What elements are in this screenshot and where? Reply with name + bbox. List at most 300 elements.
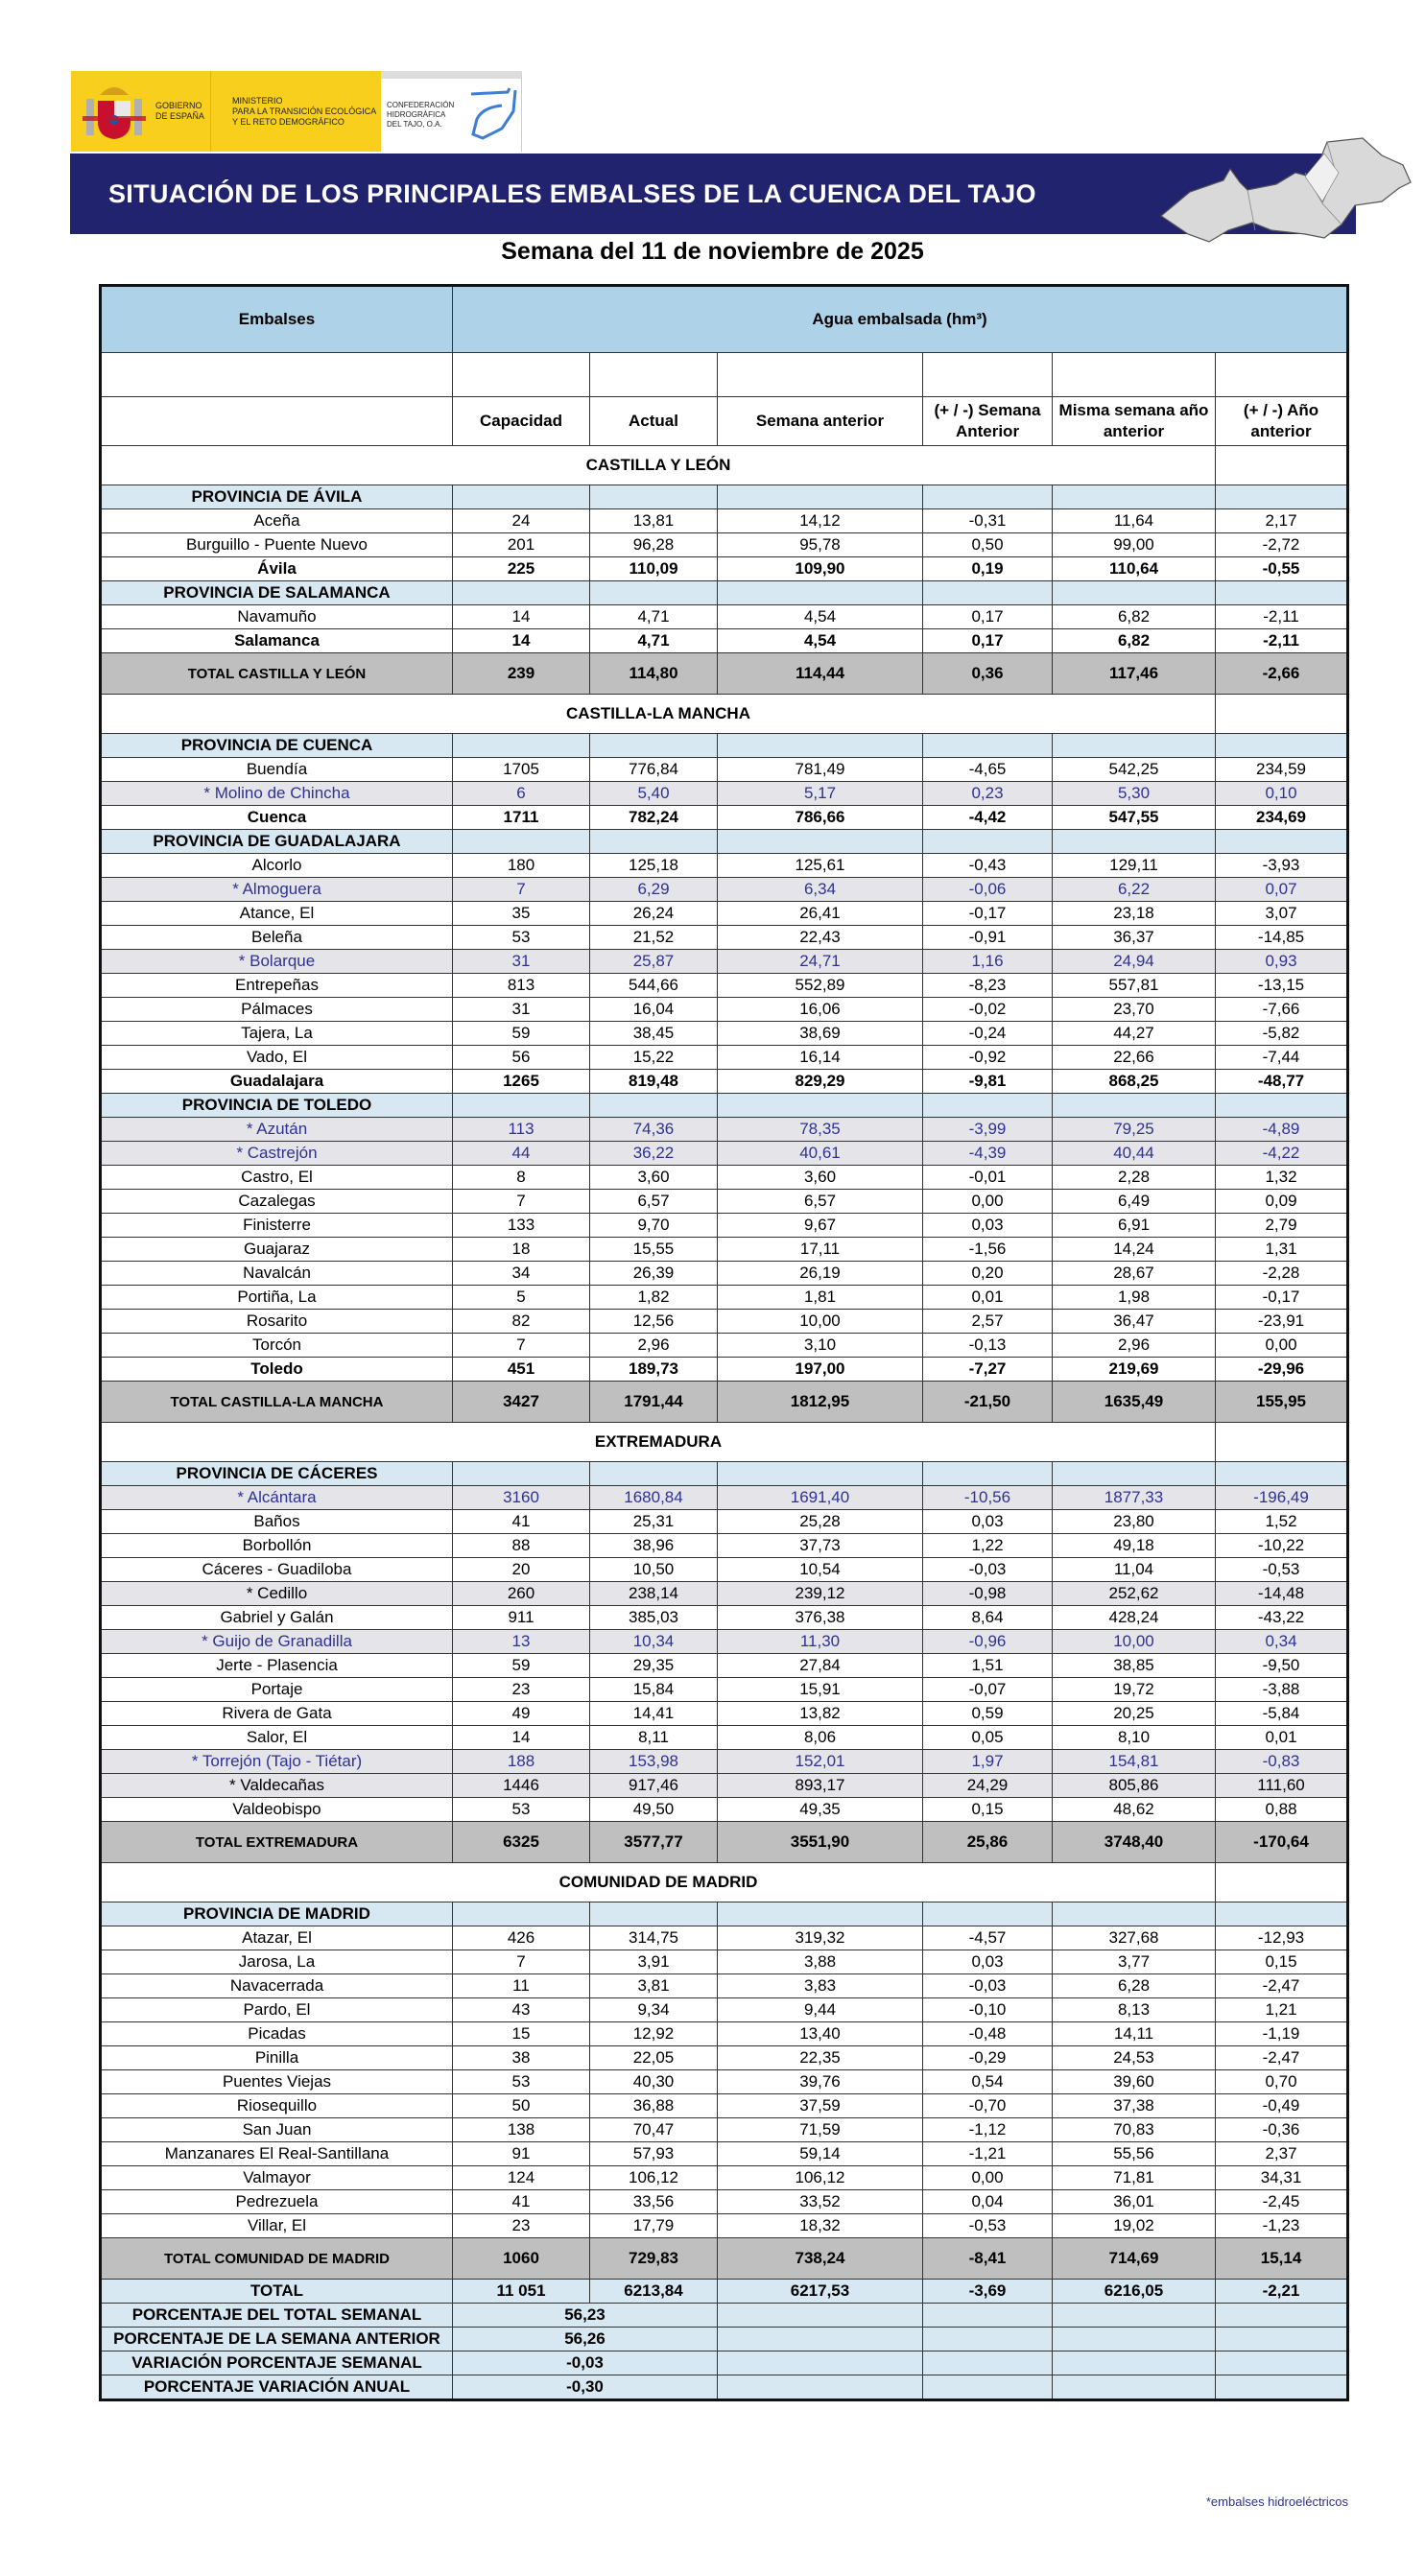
reservoir-name: Pinilla xyxy=(101,2046,453,2070)
value-misma-semana: 3,77 xyxy=(1053,1950,1216,1974)
province-name: PROVINCIA DE CÁCERES xyxy=(101,1462,453,1486)
value-misma-semana: 14,11 xyxy=(1053,2022,1216,2046)
value-semana-anterior: 39,76 xyxy=(718,2070,923,2094)
value-semana-anterior: 3551,90 xyxy=(718,1822,923,1863)
value-misma-semana: 23,70 xyxy=(1053,998,1216,1022)
value-actual: 25,31 xyxy=(590,1510,718,1534)
region-total-row xyxy=(101,653,1348,695)
gov-line1: GOBIERNO xyxy=(155,101,202,110)
value-capacidad: 53 xyxy=(453,2070,590,2094)
reservoir-name: * Guijo de Granadilla xyxy=(101,1630,453,1654)
province-name: PROVINCIA DE GUADALAJARA xyxy=(101,830,453,854)
blank-cell xyxy=(718,1462,923,1486)
value-capacidad: 23 xyxy=(453,1678,590,1702)
value-capacidad: 41 xyxy=(453,1510,590,1534)
percentage-row xyxy=(101,2328,1348,2351)
value-diff-ano: -12,93 xyxy=(1216,1926,1348,1950)
blank-cell xyxy=(923,2328,1053,2351)
percentage-row xyxy=(101,2375,1348,2400)
reservoir-row xyxy=(101,998,1348,1022)
col-semana-anterior: Semana anterior xyxy=(718,397,923,446)
percentage-label: PORCENTAJE DEL TOTAL SEMANAL xyxy=(101,2304,453,2328)
value-actual: 2,96 xyxy=(590,1334,718,1358)
value-diff-ano: -1,19 xyxy=(1216,2022,1348,2046)
reservoir-row xyxy=(101,2118,1348,2142)
percentage-value: 56,23 xyxy=(453,2304,718,2328)
value-actual: 5,40 xyxy=(590,782,718,806)
value-semana-anterior: 40,61 xyxy=(718,1142,923,1166)
hydro-reservoir-row xyxy=(101,1142,1348,1166)
value-actual: 36,88 xyxy=(590,2094,718,2118)
value-diff-semana: -0,48 xyxy=(923,2022,1053,2046)
value-capacidad: 34 xyxy=(453,1262,590,1286)
value-semana-anterior: 10,54 xyxy=(718,1558,923,1582)
value-capacidad: 50 xyxy=(453,2094,590,2118)
value-actual: 10,34 xyxy=(590,1630,718,1654)
value-actual: 70,47 xyxy=(590,2118,718,2142)
reservoir-row xyxy=(101,758,1348,782)
ministry-line3: Y EL RETO DEMOGRÁFICO xyxy=(232,116,344,127)
value-misma-semana: 36,01 xyxy=(1053,2190,1216,2214)
region-total-row xyxy=(101,1382,1348,1423)
value-capacidad: 23 xyxy=(453,2214,590,2238)
value-diff-ano: -2,11 xyxy=(1216,605,1348,629)
value-misma-semana: 8,13 xyxy=(1053,1998,1216,2022)
value-capacidad: 426 xyxy=(453,1926,590,1950)
value-actual: 74,36 xyxy=(590,1118,718,1142)
value-actual: 49,50 xyxy=(590,1798,718,1822)
value-capacidad: 133 xyxy=(453,1214,590,1238)
chtajo-emblem-icon xyxy=(463,86,521,144)
reservoir-row xyxy=(101,2142,1348,2166)
value-actual: 40,30 xyxy=(590,2070,718,2094)
value-semana-anterior: 197,00 xyxy=(718,1358,923,1382)
value-diff-semana: -3,99 xyxy=(923,1118,1053,1142)
blank-cell xyxy=(1216,2351,1348,2375)
value-misma-semana: 1877,33 xyxy=(1053,1486,1216,1510)
value-capacidad: 225 xyxy=(453,557,590,581)
value-actual: 189,73 xyxy=(590,1358,718,1382)
value-diff-ano: -170,64 xyxy=(1216,1822,1348,1863)
value-misma-semana: 805,86 xyxy=(1053,1774,1216,1798)
value-diff-ano: -0,53 xyxy=(1216,1558,1348,1582)
reservoir-name: Salamanca xyxy=(101,629,453,653)
blank-cell xyxy=(1216,695,1348,734)
value-semana-anterior: 152,01 xyxy=(718,1750,923,1774)
percentage-row xyxy=(101,2304,1348,2328)
chtajo-line1: CONFEDERACIÓN xyxy=(387,101,455,109)
reservoir-name: Riosequillo xyxy=(101,2094,453,2118)
value-actual: 22,05 xyxy=(590,2046,718,2070)
blank-cell xyxy=(453,830,590,854)
reservoir-name: Cáceres - Guadiloba xyxy=(101,1558,453,1582)
value-diff-semana: -4,42 xyxy=(923,806,1053,830)
value-semana-anterior: 552,89 xyxy=(718,974,923,998)
value-actual: 776,84 xyxy=(590,758,718,782)
reservoir-row xyxy=(101,1678,1348,1702)
value-diff-semana: 0,00 xyxy=(923,2166,1053,2190)
value-semana-anterior: 13,82 xyxy=(718,1702,923,1726)
value-misma-semana: 868,25 xyxy=(1053,1070,1216,1094)
region-header-row xyxy=(101,1863,1348,1902)
hydro-reservoir-row xyxy=(101,878,1348,902)
reservoir-row xyxy=(101,1262,1348,1286)
value-misma-semana: 44,27 xyxy=(1053,1022,1216,1046)
value-capacidad: 911 xyxy=(453,1606,590,1630)
reservoir-row xyxy=(101,1702,1348,1726)
value-semana-anterior: 16,06 xyxy=(718,998,923,1022)
blank-cell xyxy=(1053,485,1216,509)
province-subtotal-row xyxy=(101,806,1348,830)
value-actual: 15,22 xyxy=(590,1046,718,1070)
value-actual: 29,35 xyxy=(590,1654,718,1678)
reservoir-name: Rivera de Gata xyxy=(101,1702,453,1726)
blank-cell xyxy=(923,830,1053,854)
hydro-reservoir-row xyxy=(101,1486,1348,1510)
blank-cell xyxy=(1216,1863,1348,1902)
value-diff-semana: -0,98 xyxy=(923,1582,1053,1606)
value-misma-semana: 1635,49 xyxy=(1053,1382,1216,1423)
value-semana-anterior: 78,35 xyxy=(718,1118,923,1142)
blank-cell xyxy=(718,2351,923,2375)
value-semana-anterior: 13,40 xyxy=(718,2022,923,2046)
value-capacidad: 3160 xyxy=(453,1486,590,1510)
blank-cell xyxy=(1216,2304,1348,2328)
value-diff-ano: 234,59 xyxy=(1216,758,1348,782)
value-diff-ano: -3,93 xyxy=(1216,854,1348,878)
blank-cell xyxy=(718,2328,923,2351)
value-semana-anterior: 49,35 xyxy=(718,1798,923,1822)
value-misma-semana: 10,00 xyxy=(1053,1630,1216,1654)
value-diff-semana: -0,29 xyxy=(923,2046,1053,2070)
value-capacidad: 201 xyxy=(453,533,590,557)
value-diff-semana: 1,22 xyxy=(923,1534,1053,1558)
blank-cell xyxy=(923,581,1053,605)
reservoir-name: TOTAL COMUNIDAD DE MADRID xyxy=(101,2238,453,2280)
value-diff-semana: -0,07 xyxy=(923,1678,1053,1702)
reservoir-name: Navacerrada xyxy=(101,1974,453,1998)
region-name: CASTILLA Y LEÓN xyxy=(101,446,1216,485)
blank-cell xyxy=(718,830,923,854)
value-misma-semana: 36,47 xyxy=(1053,1310,1216,1334)
value-diff-semana: -0,91 xyxy=(923,926,1053,950)
hydro-reservoir-row xyxy=(101,1118,1348,1142)
value-diff-semana: -0,70 xyxy=(923,2094,1053,2118)
value-misma-semana: 3748,40 xyxy=(1053,1822,1216,1863)
value-semana-anterior: 6,34 xyxy=(718,878,923,902)
value-actual: 16,04 xyxy=(590,998,718,1022)
value-diff-ano: -10,22 xyxy=(1216,1534,1348,1558)
value-semana-anterior: 893,17 xyxy=(718,1774,923,1798)
value-capacidad: 31 xyxy=(453,950,590,974)
value-misma-semana: 6,82 xyxy=(1053,629,1216,653)
region-header-row xyxy=(101,695,1348,734)
value-diff-semana: -0,03 xyxy=(923,1558,1053,1582)
value-diff-ano: -2,66 xyxy=(1216,653,1348,695)
reservoir-row xyxy=(101,1166,1348,1190)
value-semana-anterior: 9,67 xyxy=(718,1214,923,1238)
value-capacidad: 88 xyxy=(453,1534,590,1558)
value-diff-semana: 0,23 xyxy=(923,782,1053,806)
value-diff-semana: 0,03 xyxy=(923,1510,1053,1534)
value-misma-semana: 428,24 xyxy=(1053,1606,1216,1630)
value-capacidad: 59 xyxy=(453,1022,590,1046)
value-capacidad: 3427 xyxy=(453,1382,590,1423)
reservoir-name: Cazalegas xyxy=(101,1190,453,1214)
value-misma-semana: 154,81 xyxy=(1053,1750,1216,1774)
value-actual: 125,18 xyxy=(590,854,718,878)
value-capacidad: 14 xyxy=(453,605,590,629)
province-subtotal-row xyxy=(101,557,1348,581)
reservoir-name: Guajaraz xyxy=(101,1238,453,1262)
value-actual: 15,55 xyxy=(590,1238,718,1262)
reservoir-name: * Castrejón xyxy=(101,1142,453,1166)
week-subtitle: Semana del 11 de noviembre de 2025 xyxy=(501,238,924,265)
blank-cell xyxy=(1053,2304,1216,2328)
value-diff-semana: -10,56 xyxy=(923,1486,1053,1510)
blank-cell xyxy=(1216,2328,1348,2351)
value-semana-anterior: 6,57 xyxy=(718,1190,923,1214)
value-misma-semana: 11,64 xyxy=(1053,509,1216,533)
value-actual: 3577,77 xyxy=(590,1822,718,1863)
reservoir-name: Guadalajara xyxy=(101,1070,453,1094)
value-diff-semana: 0,03 xyxy=(923,1214,1053,1238)
value-semana-anterior: 15,91 xyxy=(718,1678,923,1702)
tajo-basin-map-icon xyxy=(1152,134,1425,254)
blank-cell xyxy=(590,830,718,854)
value-actual: 782,24 xyxy=(590,806,718,830)
value-diff-semana: 0,03 xyxy=(923,1950,1053,1974)
value-diff-ano: -2,11 xyxy=(1216,629,1348,653)
blank-cell xyxy=(923,1094,1053,1118)
percentage-value: 56,26 xyxy=(453,2328,718,2351)
reservoir-name: Valmayor xyxy=(101,2166,453,2190)
blank-cell xyxy=(1053,1094,1216,1118)
value-actual: 819,48 xyxy=(590,1070,718,1094)
value-capacidad: 11 051 xyxy=(453,2280,590,2304)
value-misma-semana: 38,85 xyxy=(1053,1654,1216,1678)
blank-cell xyxy=(590,1462,718,1486)
reservoir-row xyxy=(101,1998,1348,2022)
value-capacidad: 14 xyxy=(453,629,590,653)
value-diff-ano: 0,70 xyxy=(1216,2070,1348,2094)
value-misma-semana: 6,91 xyxy=(1053,1214,1216,1238)
value-diff-semana: -0,31 xyxy=(923,509,1053,533)
blank-cell xyxy=(718,485,923,509)
col-diff-ano: (+ / -) Año anterior xyxy=(1216,397,1348,446)
value-semana-anterior: 37,59 xyxy=(718,2094,923,2118)
province-name: PROVINCIA DE MADRID xyxy=(101,1902,453,1926)
value-diff-semana: 24,29 xyxy=(923,1774,1053,1798)
value-actual: 917,46 xyxy=(590,1774,718,1798)
value-actual: 21,52 xyxy=(590,926,718,950)
value-actual: 9,70 xyxy=(590,1214,718,1238)
value-misma-semana: 2,28 xyxy=(1053,1166,1216,1190)
value-actual: 38,96 xyxy=(590,1534,718,1558)
value-semana-anterior: 8,06 xyxy=(718,1726,923,1750)
value-misma-semana: 24,94 xyxy=(1053,950,1216,974)
reservoir-name: TOTAL xyxy=(101,2280,453,2304)
value-diff-semana: -0,02 xyxy=(923,998,1053,1022)
value-actual: 3,81 xyxy=(590,1974,718,1998)
value-diff-ano: -0,55 xyxy=(1216,557,1348,581)
value-misma-semana: 99,00 xyxy=(1053,533,1216,557)
value-capacidad: 138 xyxy=(453,2118,590,2142)
value-actual: 729,83 xyxy=(590,2238,718,2280)
value-capacidad: 59 xyxy=(453,1654,590,1678)
region-total-row xyxy=(101,2238,1348,2280)
value-actual: 13,81 xyxy=(590,509,718,533)
ministry-text xyxy=(232,96,376,128)
value-semana-anterior: 239,12 xyxy=(718,1582,923,1606)
value-diff-semana: 0,59 xyxy=(923,1702,1053,1726)
blank-cell xyxy=(101,353,453,397)
province-header-row xyxy=(101,485,1348,509)
reservoir-name: Atance, El xyxy=(101,902,453,926)
reservoir-row xyxy=(101,1046,1348,1070)
reservoir-name: Toledo xyxy=(101,1358,453,1382)
value-semana-anterior: 38,69 xyxy=(718,1022,923,1046)
value-misma-semana: 14,24 xyxy=(1053,1238,1216,1262)
value-misma-semana: 327,68 xyxy=(1053,1926,1216,1950)
value-diff-semana: -0,43 xyxy=(923,854,1053,878)
value-capacidad: 1705 xyxy=(453,758,590,782)
value-misma-semana: 28,67 xyxy=(1053,1262,1216,1286)
hydro-reservoir-row xyxy=(101,782,1348,806)
value-diff-ano: 0,34 xyxy=(1216,1630,1348,1654)
value-capacidad: 124 xyxy=(453,2166,590,2190)
reservoir-row xyxy=(101,1926,1348,1950)
reservoir-name: TOTAL CASTILLA Y LEÓN xyxy=(101,653,453,695)
blank-cell xyxy=(590,485,718,509)
reservoir-row xyxy=(101,1310,1348,1334)
blank-cell xyxy=(1216,1094,1348,1118)
reservoir-name: Aceña xyxy=(101,509,453,533)
hydro-reservoir-row xyxy=(101,1774,1348,1798)
value-diff-ano: 0,15 xyxy=(1216,1950,1348,1974)
reservoir-name: * Valdecañas xyxy=(101,1774,453,1798)
value-semana-anterior: 27,84 xyxy=(718,1654,923,1678)
reservoir-row xyxy=(101,2022,1348,2046)
value-actual: 385,03 xyxy=(590,1606,718,1630)
reservoir-name: Buendía xyxy=(101,758,453,782)
reservoir-name: Jarosa, La xyxy=(101,1950,453,1974)
value-actual: 4,71 xyxy=(590,605,718,629)
blank-cell xyxy=(1053,353,1216,397)
value-misma-semana: 110,64 xyxy=(1053,557,1216,581)
reservoir-row xyxy=(101,1022,1348,1046)
blank-cell xyxy=(1053,2351,1216,2375)
value-capacidad: 1060 xyxy=(453,2238,590,2280)
reservoir-name: Picadas xyxy=(101,2022,453,2046)
value-capacidad: 91 xyxy=(453,2142,590,2166)
blank-cell xyxy=(923,2375,1053,2400)
value-misma-semana: 37,38 xyxy=(1053,2094,1216,2118)
value-capacidad: 7 xyxy=(453,1190,590,1214)
grand-total-row xyxy=(101,2280,1348,2304)
value-actual: 57,93 xyxy=(590,2142,718,2166)
value-capacidad: 813 xyxy=(453,974,590,998)
value-diff-semana: -1,56 xyxy=(923,1238,1053,1262)
value-misma-semana: 252,62 xyxy=(1053,1582,1216,1606)
value-capacidad: 451 xyxy=(453,1358,590,1382)
value-diff-ano: -29,96 xyxy=(1216,1358,1348,1382)
reservoir-row xyxy=(101,974,1348,998)
value-diff-ano: -4,22 xyxy=(1216,1142,1348,1166)
value-diff-ano: 111,60 xyxy=(1216,1774,1348,1798)
blank-cell xyxy=(718,2375,923,2400)
value-misma-semana: 19,02 xyxy=(1053,2214,1216,2238)
value-semana-anterior: 4,54 xyxy=(718,629,923,653)
value-semana-anterior: 829,29 xyxy=(718,1070,923,1094)
value-capacidad: 113 xyxy=(453,1118,590,1142)
value-diff-ano: -13,15 xyxy=(1216,974,1348,998)
reservoir-name: * Alcántara xyxy=(101,1486,453,1510)
reservoir-name: Gabriel y Galán xyxy=(101,1606,453,1630)
reservoir-name: * Torrejón (Tajo - Tiétar) xyxy=(101,1750,453,1774)
value-diff-ano: -2,47 xyxy=(1216,2046,1348,2070)
value-diff-semana: 0,04 xyxy=(923,2190,1053,2214)
reservoir-row xyxy=(101,1214,1348,1238)
reservoir-name: TOTAL CASTILLA-LA MANCHA xyxy=(101,1382,453,1423)
value-semana-anterior: 109,90 xyxy=(718,557,923,581)
reservoir-name: San Juan xyxy=(101,2118,453,2142)
value-capacidad: 5 xyxy=(453,1286,590,1310)
blank-cell xyxy=(1053,581,1216,605)
value-diff-semana: 0,01 xyxy=(923,1286,1053,1310)
reservoir-row xyxy=(101,2190,1348,2214)
value-misma-semana: 6,28 xyxy=(1053,1974,1216,1998)
ministry-line1: MINISTERIO xyxy=(232,95,283,106)
value-capacidad: 15 xyxy=(453,2022,590,2046)
value-semana-anterior: 3,10 xyxy=(718,1334,923,1358)
blank-cell xyxy=(923,353,1053,397)
value-diff-semana: 8,64 xyxy=(923,1606,1053,1630)
reservoir-row xyxy=(101,509,1348,533)
value-capacidad: 82 xyxy=(453,1310,590,1334)
reservoir-name: Atazar, El xyxy=(101,1926,453,1950)
value-actual: 3,91 xyxy=(590,1950,718,1974)
reservoir-row xyxy=(101,1654,1348,1678)
value-capacidad: 53 xyxy=(453,1798,590,1822)
reservoir-name: Salor, El xyxy=(101,1726,453,1750)
reservoir-name: Entrepeñas xyxy=(101,974,453,998)
value-semana-anterior: 5,17 xyxy=(718,782,923,806)
value-semana-anterior: 1691,40 xyxy=(718,1486,923,1510)
value-capacidad: 31 xyxy=(453,998,590,1022)
blank-cell xyxy=(923,2351,1053,2375)
value-diff-semana: -0,96 xyxy=(923,1630,1053,1654)
blank-cell xyxy=(923,734,1053,758)
value-diff-ano: 1,21 xyxy=(1216,1998,1348,2022)
region-header-row xyxy=(101,1423,1348,1462)
value-semana-anterior: 33,52 xyxy=(718,2190,923,2214)
value-diff-ano: -9,50 xyxy=(1216,1654,1348,1678)
reservoir-name: Villar, El xyxy=(101,2214,453,2238)
value-capacidad: 239 xyxy=(453,653,590,695)
value-diff-ano: 34,31 xyxy=(1216,2166,1348,2190)
value-misma-semana: 23,80 xyxy=(1053,1510,1216,1534)
value-diff-ano: -5,84 xyxy=(1216,1702,1348,1726)
value-misma-semana: 6,82 xyxy=(1053,605,1216,629)
value-actual: 6,57 xyxy=(590,1190,718,1214)
reservoir-name: Castro, El xyxy=(101,1166,453,1190)
blank-cell xyxy=(453,1094,590,1118)
value-actual: 96,28 xyxy=(590,533,718,557)
chtajo-line3: DEL TAJO, O.A. xyxy=(387,120,442,129)
value-actual: 6,29 xyxy=(590,878,718,902)
value-diff-ano: -43,22 xyxy=(1216,1606,1348,1630)
